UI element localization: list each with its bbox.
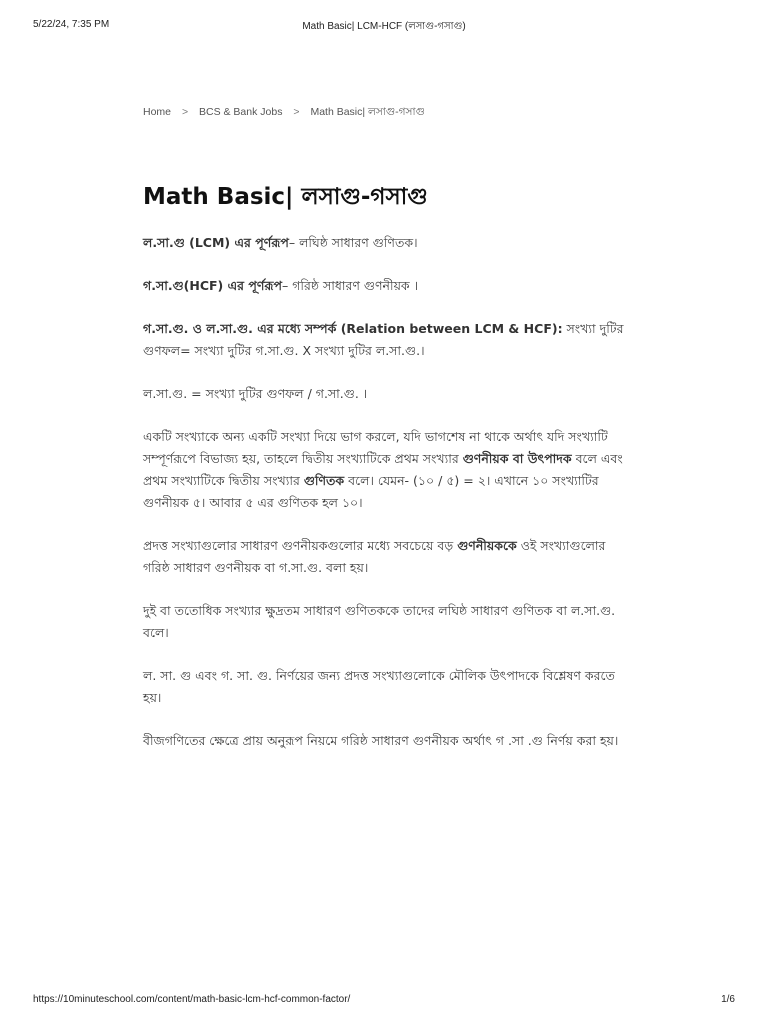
hcf-fullform-text: – গরিষ্ঠ সাধারণ গুণনীয়ক । [281,278,419,293]
breadcrumb-separator: > [181,106,189,118]
lcm-formula-text: ল.সা.গু. = সংখ্যা দুটির গুণফল / গ.সা.গু. । [143,386,368,401]
relation-text: সংখ্যা দুটির গুণফল= সংখ্যা দুটির গ.সা.গু. X সংখ্যা দুটির ল.সা.গু.। [143,321,624,358]
paragraph-hcf-fullform [143,275,630,297]
breadcrumb-separator: > [293,106,300,118]
lcm-fullform-label: ল.সা.গু (LCM) এর পূর্ণরূপ [143,235,289,250]
breadcrumb-category-link[interactable]: BCS & Bank Jobs [199,106,283,118]
print-url: https://10minuteschool.com/content/math-basic-lcm-hcf-common-factor/ [33,994,351,1005]
hcf-fullform-label: গ.সা.গু(HCF) এর পূর্ণরূপ [143,278,282,293]
breadcrumb-home-link[interactable]: Home [143,106,172,118]
algebra-text: বীজগণিতের ক্ষেত্রে প্রায় অনুরূপ নিয়মে গরিষ্ঠ সাধারণ গুণনীয়ক অর্থাৎ গ .সা .গু নির্ণয় করা হয়। [143,733,619,748]
paragraph-relation [143,318,630,362]
paragraph-hcf-definition [143,535,630,579]
factor-text-2: বলে এবং প্রথম সংখ্যাটিকে দ্বিতীয় সংখ্যার [143,451,623,488]
lcm-fullform-text: – লঘিষ্ঠ সাধারণ গুণিতক। [288,235,418,250]
paragraph-factor-multiple [143,426,630,514]
paragraph-algebra [143,730,630,752]
relation-label: গ.সা.গু. ও ল.সা.গু. এর মধ্যে সম্পর্ক (Relation between LCM & HCF): [143,321,563,336]
lcm-def-text: দুই বা ততোধিক সংখ্যার ক্ষুদ্রতম সাধারণ গুণিতককে তাদের লঘিষ্ঠ সাধারণ গুণিতক বা ল.সা.গু. বলে। [143,603,616,640]
article-body [143,232,630,773]
hcf-def-term: গুণনীয়ককে [457,538,517,553]
print-date: 5/22/24, 7:35 PM [33,19,110,30]
hcf-def-text-1: প্রদত্ত সংখ্যাগুলোর সাধারণ গুণনীয়কগুলোর মধ্যে সবচেয়ে বড় [143,538,458,553]
print-footer [33,994,735,1008]
print-document-title: Math Basic| LCM-HCF (লসাগু-গসাগু) [302,21,466,32]
breadcrumb-current: Math Basic| লসাগু-গসাগু [310,106,425,118]
paragraph-lcm-fullform [143,232,630,254]
paragraph-prime-factor [143,665,630,709]
factor-text-3: বলে। যেমন- (১০ / ৫) = ২। এখানে ১০ সংখ্যাটির গুণনীয়ক ৫। আবার ৫ এর গুণিতক হল ১০। [143,473,599,510]
paragraph-lcm-formula [143,383,630,405]
hcf-def-text-2: ওই সংখ্যাগুলোর গরিষ্ঠ সাধারণ গুণনীয়ক বা গ.সা.গু. বলা হয়। [143,538,606,575]
paragraph-lcm-definition [143,600,630,644]
breadcrumb [143,105,425,122]
prime-factor-text: ল. সা. গু এবং গ. সা. গু. নির্ণয়ের জন্য প্রদত্ত সংখ্যাগুলোকে মৌলিক উৎপাদকে বিশ্লেষণ করতে হয়। [143,668,615,705]
factor-text-1: একটি সংখ্যাকে অন্য একটি সংখ্যা দিয়ে ভাগ করলে, যদি ভাগশেষ না থাকে অর্থাৎ যদি সংখ্যাটি সম্পূর্ণরূপে বিভাজ্য হয়, তাহলে দ্বিতীয় সংখ্যাটিকে প্রথম সংখ্যার [143,429,608,466]
page-title: Math Basic| লসাগু-গসাগু [143,184,428,210]
multiple-term: গুণিতক [303,473,345,488]
factor-term: গুণনীয়ক বা উৎপাদক [462,451,572,466]
page-number: 1/6 [721,994,735,1005]
print-header [33,19,735,33]
